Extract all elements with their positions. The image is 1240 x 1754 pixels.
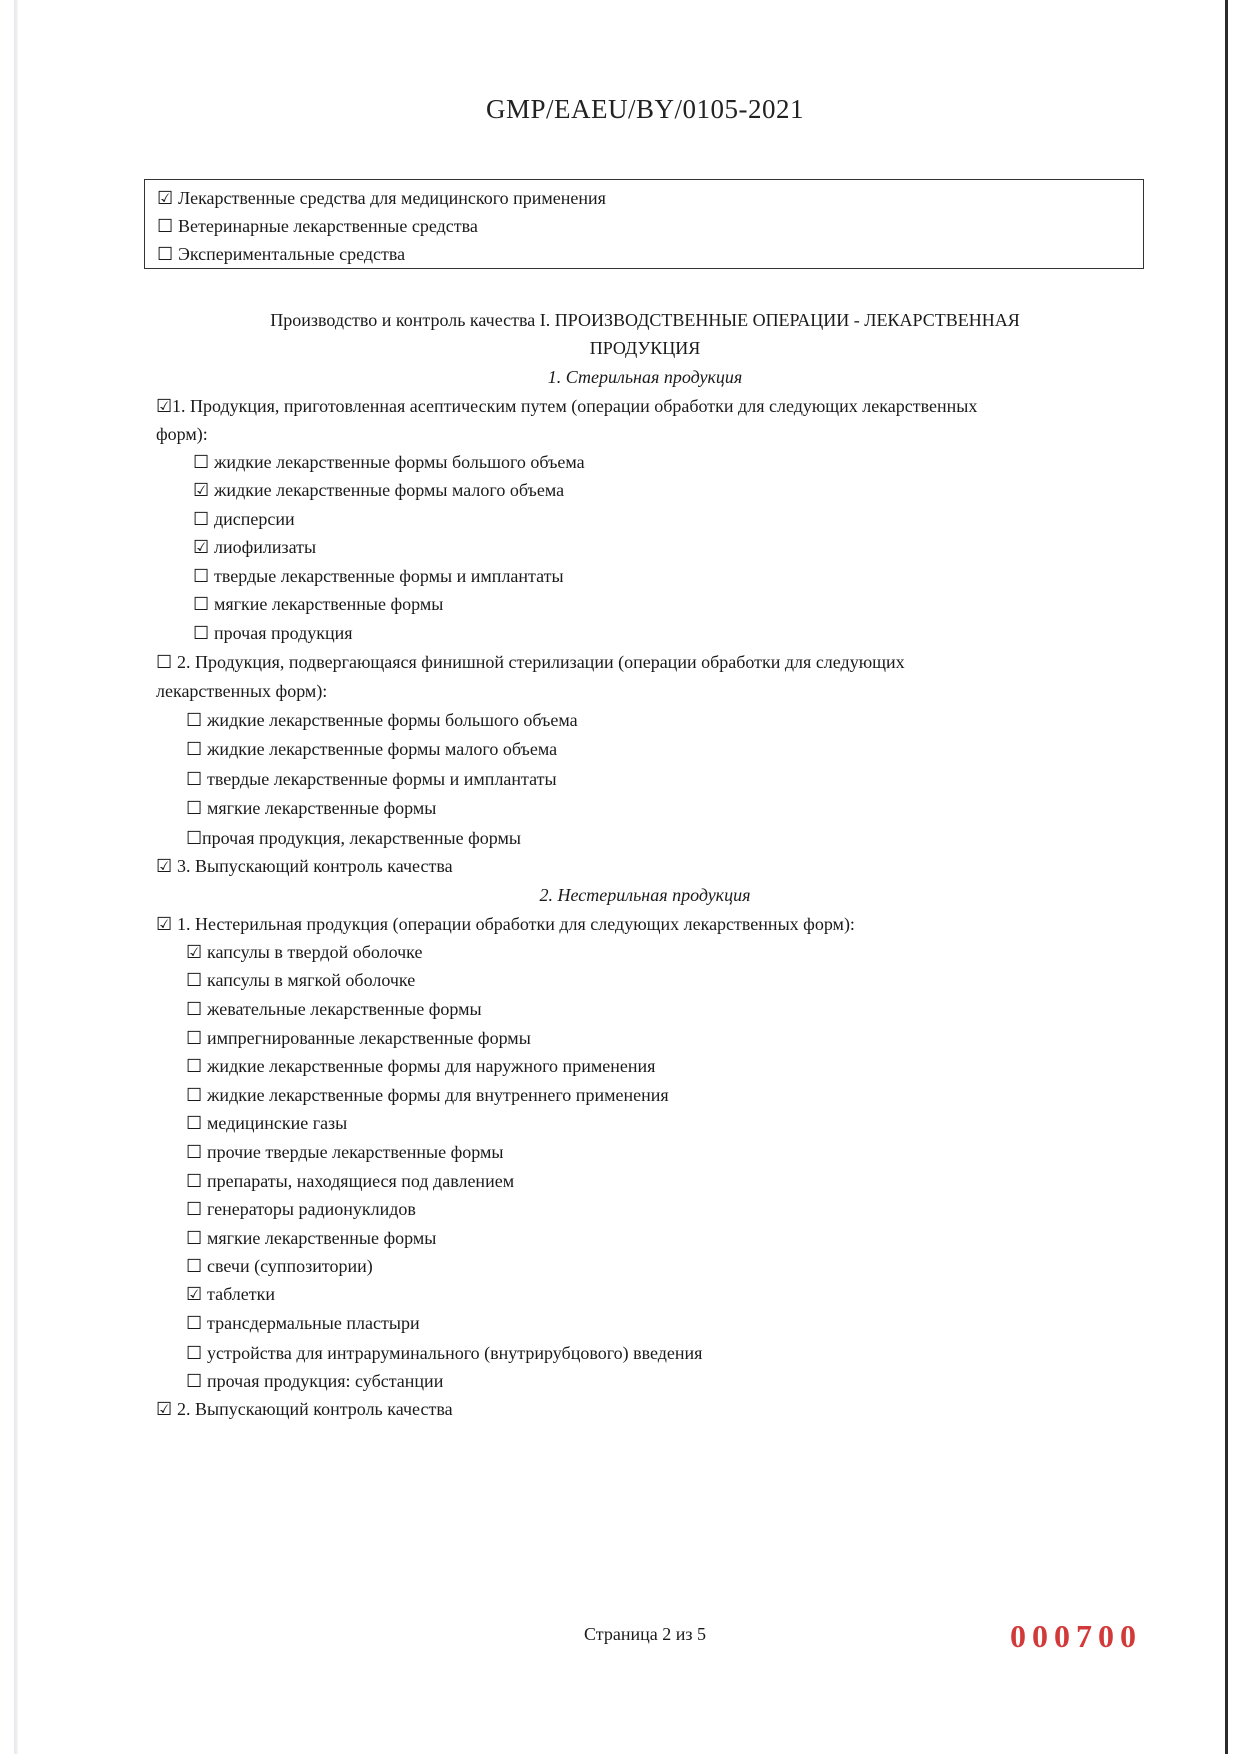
checkbox-icon[interactable]: ☐ bbox=[157, 244, 174, 264]
scan-edge-right bbox=[1225, 0, 1228, 1754]
checkbox-icon[interactable]: ☐ bbox=[186, 828, 203, 848]
list-item: ☐прочая продукция, лекарственные формы bbox=[186, 828, 521, 848]
list-item: ☐ мягкие лекарственные формы bbox=[186, 1228, 437, 1248]
checkbox-checked-icon[interactable]: ☑ bbox=[186, 1284, 203, 1304]
list-item: ☐ мягкие лекарственные формы bbox=[186, 798, 437, 818]
document-number: GMP/EAEU/BY/0105-2021 bbox=[485, 94, 804, 124]
sterile-heading: 1. Стерильная продукция bbox=[547, 367, 743, 387]
terminal-item-continued: лекарственных форм): bbox=[156, 681, 328, 701]
nonsterile-heading: 2. Нестерильная продукция bbox=[539, 885, 751, 905]
checkbox-icon[interactable]: ☐ bbox=[186, 710, 203, 730]
checkbox-icon[interactable]: ☐ bbox=[156, 652, 173, 672]
list-item: ☐ генераторы радионуклидов bbox=[186, 1199, 416, 1219]
checkbox-icon[interactable]: ☐ bbox=[157, 216, 174, 236]
checkbox-icon[interactable]: ☐ bbox=[186, 798, 203, 818]
list-item: ☐ твердые лекарственные формы и имплантаты bbox=[186, 769, 557, 789]
list-item: ☐ трансдермальные пластыри bbox=[186, 1313, 420, 1333]
list-item: ☐ медицинские газы bbox=[186, 1113, 348, 1133]
checkbox-checked-icon[interactable]: ☑ bbox=[156, 856, 173, 876]
checkbox-checked-icon[interactable]: ☑ bbox=[193, 537, 210, 557]
checkbox-icon[interactable]: ☐ bbox=[193, 509, 210, 529]
list-item: ☐ прочие твердые лекарственные формы bbox=[186, 1142, 504, 1162]
checkbox-icon[interactable]: ☐ bbox=[193, 594, 210, 614]
terminal-item: ☐ 2. Продукция, подвергающаяся финишной стерилизации (операции обработки для следующих bbox=[156, 652, 905, 672]
checkbox-checked-icon[interactable]: ☑ bbox=[156, 914, 173, 934]
checkbox-icon[interactable]: ☐ bbox=[193, 452, 210, 472]
list-item: ☐ устройства для интраруминального (внутрирубцового) введения bbox=[186, 1343, 703, 1363]
checkbox-icon[interactable]: ☐ bbox=[193, 566, 210, 586]
checkbox-icon[interactable]: ☐ bbox=[193, 623, 210, 643]
scope-item: ☐ Ветеринарные лекарственные средства bbox=[157, 212, 1131, 240]
nonsterile-item: ☑ 1. Нестерильная продукция (операции обработки для следующих лекарственных форм): bbox=[156, 914, 855, 934]
checkbox-icon[interactable]: ☐ bbox=[186, 1343, 203, 1363]
scope-box bbox=[144, 179, 1144, 269]
list-item: ☐ свечи (суппозитории) bbox=[186, 1256, 373, 1276]
checkbox-icon[interactable]: ☐ bbox=[186, 1056, 203, 1076]
checkbox-icon[interactable]: ☐ bbox=[186, 1028, 203, 1048]
checkbox-icon[interactable]: ☐ bbox=[186, 1371, 203, 1391]
aseptic-item: ☑1. Продукция, приготовленная асептическим путем (операции обработки для следующих лекарственных bbox=[156, 396, 978, 416]
checkbox-checked-icon[interactable]: ☑ bbox=[157, 188, 174, 208]
section-title: Производство и контроль качества I. ПРОИЗВОДСТВЕННЫЕ ОПЕРАЦИИ - ЛЕКАРСТВЕННАЯ bbox=[270, 310, 1020, 330]
checkbox-icon[interactable]: ☐ bbox=[186, 769, 203, 789]
list-item: ☐ жевательные лекарственные формы bbox=[186, 999, 482, 1019]
checkbox-icon[interactable]: ☐ bbox=[186, 739, 203, 759]
list-item: ☑ капсулы в твердой оболочке bbox=[186, 942, 423, 962]
checkbox-icon[interactable]: ☐ bbox=[186, 1199, 203, 1219]
checkbox-icon[interactable]: ☐ bbox=[186, 999, 203, 1019]
checkbox-icon[interactable]: ☐ bbox=[186, 1256, 203, 1276]
scope-item: ☑ Лекарственные средства для медицинского применения bbox=[157, 184, 1131, 212]
list-item: ☐ дисперсии bbox=[193, 509, 295, 529]
list-item: ☐ жидкие лекарственные формы большого объема bbox=[186, 710, 578, 730]
page-number: Страница 2 из 5 bbox=[584, 1624, 706, 1644]
serial-number: 000700 bbox=[1010, 1618, 1142, 1654]
aseptic-item-continued: форм): bbox=[156, 424, 208, 444]
list-item: ☐ прочая продукция: субстанции bbox=[186, 1371, 444, 1391]
checkbox-icon[interactable]: ☐ bbox=[186, 1228, 203, 1248]
scope-item: ☐ Экспериментальные средства bbox=[157, 240, 1131, 268]
scan-edge-left bbox=[14, 0, 18, 1754]
checkbox-checked-icon[interactable]: ☑ bbox=[186, 942, 203, 962]
checkbox-icon[interactable]: ☐ bbox=[186, 1313, 203, 1333]
checkbox-icon[interactable]: ☐ bbox=[186, 970, 203, 990]
list-item: ☑ таблетки bbox=[186, 1284, 276, 1304]
list-item: ☐ жидкие лекарственные формы малого объема bbox=[186, 739, 558, 759]
list-item: ☐ препараты, находящиеся под давлением bbox=[186, 1171, 515, 1191]
list-item: ☐ капсулы в мягкой оболочке bbox=[186, 970, 416, 990]
checkbox-icon[interactable]: ☐ bbox=[186, 1142, 203, 1162]
checkbox-checked-icon[interactable]: ☑ bbox=[156, 1399, 173, 1419]
sterile-release-item: ☑ 3. Выпускающий контроль качества bbox=[156, 856, 453, 876]
nonsterile-release-item: ☑ 2. Выпускающий контроль качества bbox=[156, 1399, 453, 1419]
section-title-continued: ПРОДУКЦИЯ bbox=[589, 338, 701, 358]
list-item: ☐ прочая продукция bbox=[193, 623, 353, 643]
list-item: ☐ мягкие лекарственные формы bbox=[193, 594, 444, 614]
list-item: ☑ жидкие лекарственные формы малого объема bbox=[193, 480, 565, 500]
list-item: ☐ жидкие лекарственные формы большого объема bbox=[193, 452, 585, 472]
list-item: ☐ твердые лекарственные формы и имплантаты bbox=[193, 566, 564, 586]
checkbox-checked-icon[interactable]: ☑ bbox=[193, 480, 210, 500]
list-item: ☐ жидкие лекарственные формы для наружного применения bbox=[186, 1056, 656, 1076]
list-item: ☐ импрегнированные лекарственные формы bbox=[186, 1028, 531, 1048]
checkbox-icon[interactable]: ☐ bbox=[186, 1085, 203, 1105]
checkbox-icon[interactable]: ☐ bbox=[186, 1171, 203, 1191]
checkbox-checked-icon[interactable]: ☑ bbox=[156, 396, 173, 416]
list-item: ☑ лиофилизаты bbox=[193, 537, 317, 557]
checkbox-icon[interactable]: ☐ bbox=[186, 1113, 203, 1133]
list-item: ☐ жидкие лекарственные формы для внутреннего применения bbox=[186, 1085, 669, 1105]
